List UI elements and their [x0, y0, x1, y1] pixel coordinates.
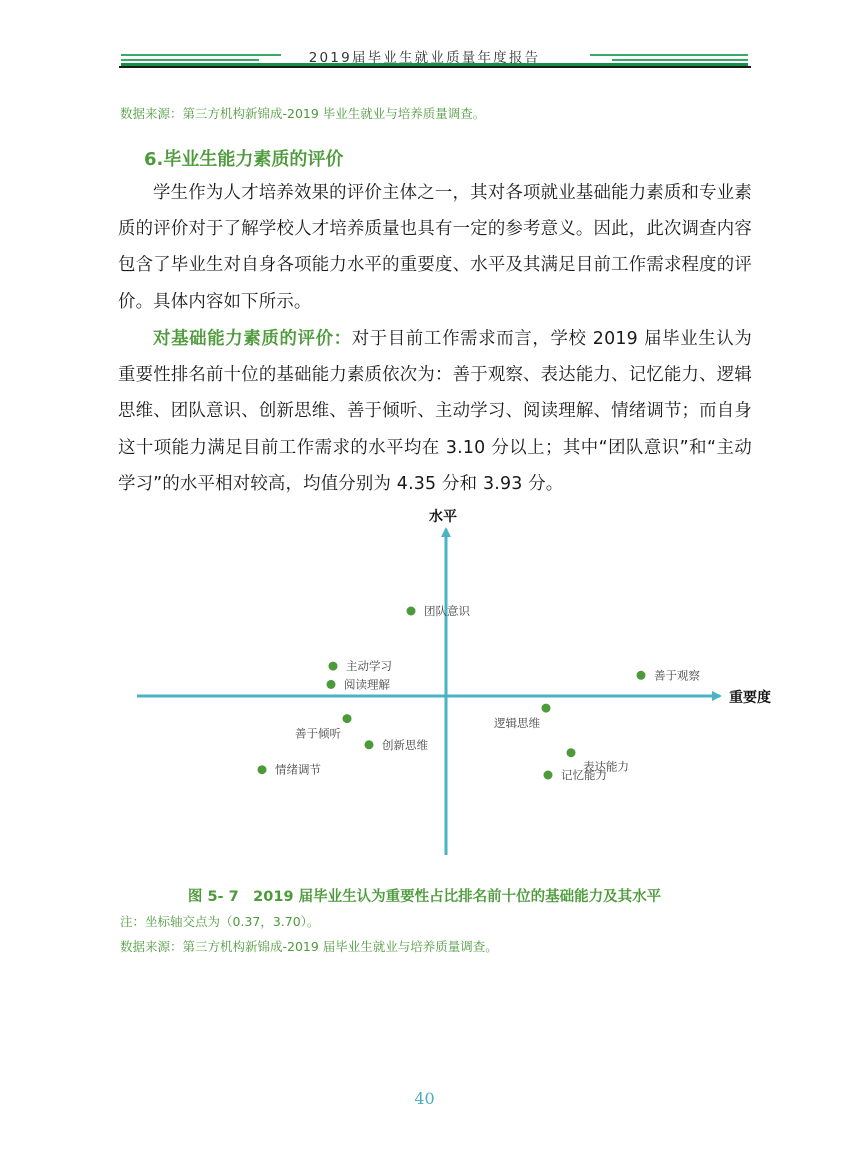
data-point-label: 主动学习	[346, 659, 392, 674]
data-point-label: 逻辑思维	[494, 716, 540, 731]
data-point	[567, 748, 576, 757]
data-point	[407, 607, 416, 616]
data-point-label: 记忆能力	[561, 768, 607, 782]
data-point-label: 表达能力	[583, 759, 629, 774]
data-point-label: 团队意识	[424, 604, 470, 618]
data-point	[327, 680, 336, 689]
header-title: 2019届毕业生就业质量年度报告	[308, 50, 541, 66]
y-axis-label: 水平	[429, 509, 457, 525]
data-point-label: 善于倾听	[295, 726, 341, 741]
top-data-source: 数据来源：第三方机构新锦成-2019 毕业生就业与培养质量调查。	[120, 106, 486, 121]
data-point	[542, 704, 551, 713]
data-point	[365, 740, 374, 749]
section-title: 6.毕业生能力素质的评价	[144, 149, 344, 170]
page-number: 40	[414, 1089, 435, 1108]
data-point-label: 创新思维	[382, 737, 428, 752]
data-point	[343, 714, 352, 723]
points-layer	[258, 604, 701, 782]
x-axis-label: 重要度	[729, 690, 771, 706]
paragraph-intro: 学生作为人才培养效果的评价主体之一，其对各项就业基础能力素质和专业素质的评价对于了解学校人才培养质量也具有一定的参考意义。因此，此次调查内容包含了毕业生对自身各项能力水平的重要度、水平及其满足目前工作需求程度的评价。具体内容如下所示。	[118, 183, 752, 312]
data-point	[544, 771, 553, 780]
paragraph-lead: 对基础能力素质的评价：	[153, 329, 352, 349]
bottom-data-source: 数据来源：第三方机构新锦成-2019 届毕业生就业与培养质量调查。	[120, 939, 498, 954]
paragraph-body: 对于目前工作需求而言，学校 2019 届毕业生认为重要性排名前十位的基础能力素质依次为：善于观察、表达能力、记忆能力、逻辑思维、团队意识、创新思维、善于倾听、主动学习、阅读理解、情绪调节；而自身这十项能力满足目前工作需求的水平均在 3.10 分以上；其中“团队意识”和“主动学习”的水平相对较高，均值分别为 4.35 分和 3.93 分。	[118, 329, 752, 494]
data-point	[258, 765, 267, 774]
figure-caption: 图 5- 7 2019 届毕业生认为重要性占比排名前十位的基础能力及其水平	[187, 889, 662, 905]
data-point-label: 善于观察	[654, 668, 700, 683]
figure-note: 注：坐标轴交点为（0.37，3.70）。	[120, 914, 320, 929]
data-point-label: 阅读理解	[344, 677, 390, 692]
data-point-label: 情绪调节	[275, 762, 321, 777]
data-point	[329, 662, 338, 671]
data-point	[637, 671, 646, 680]
